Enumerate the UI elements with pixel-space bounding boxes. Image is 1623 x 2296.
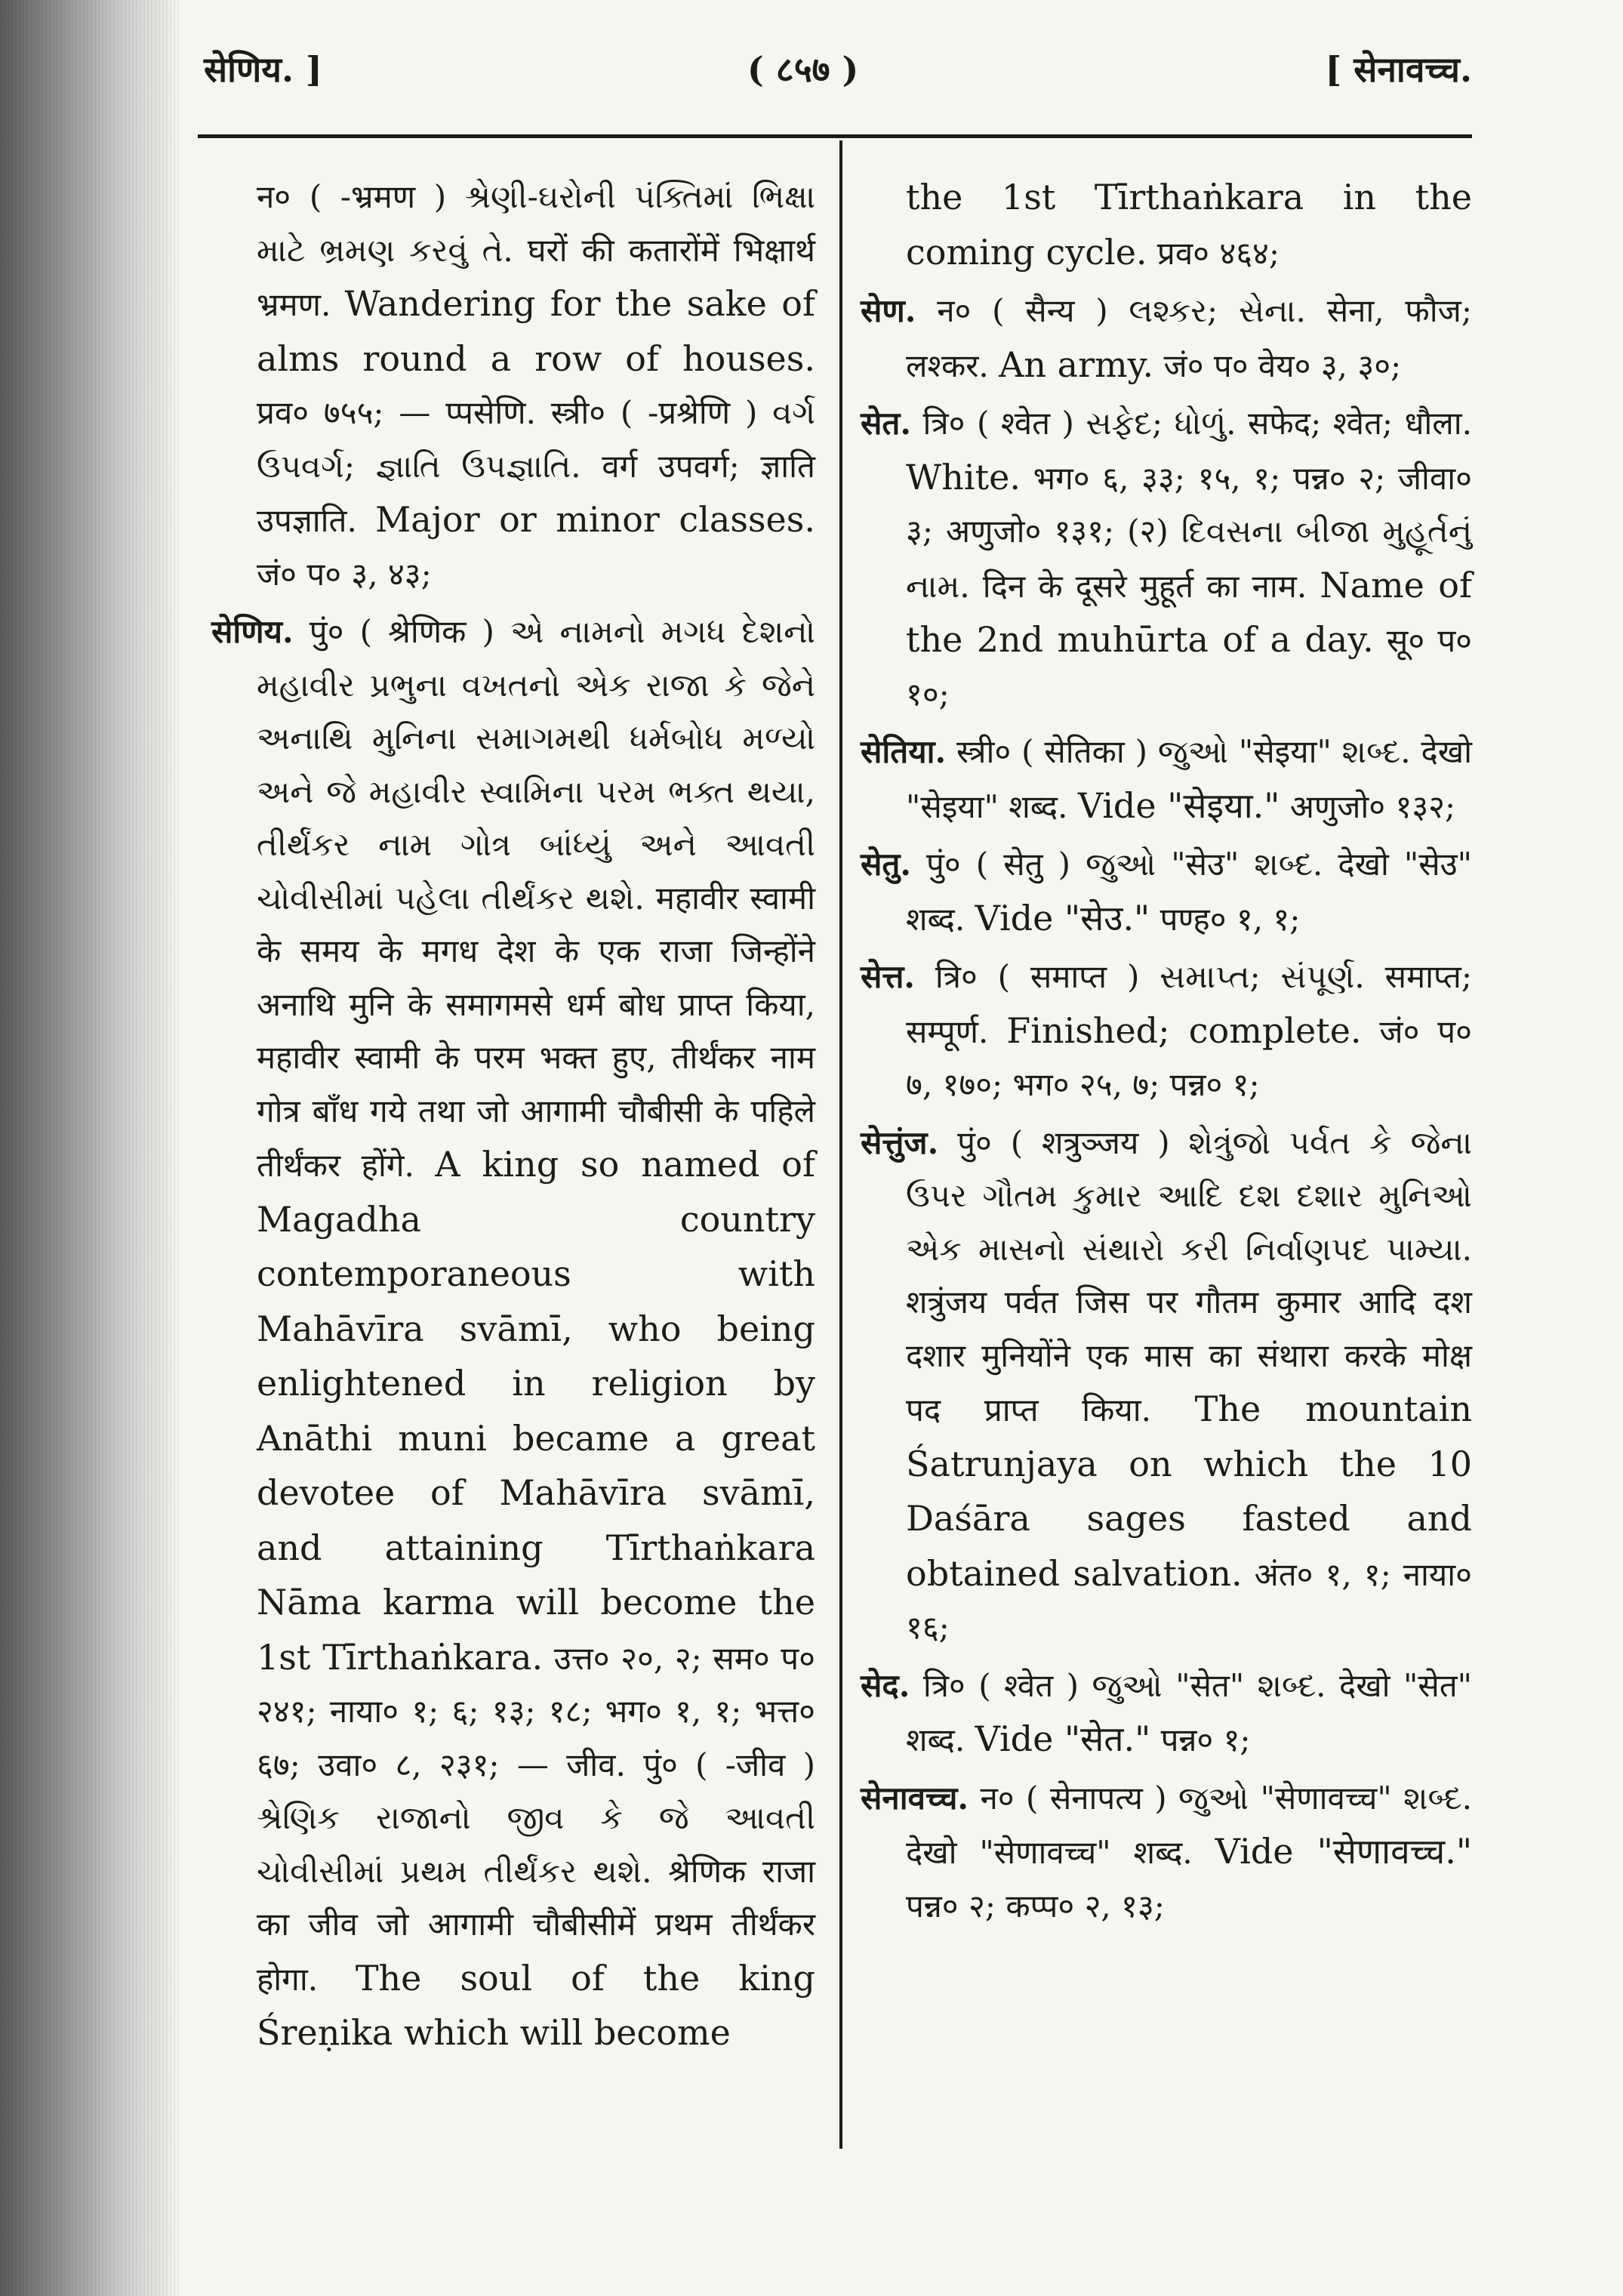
- entry-english: Wandering for the sake of alms round a row of houses.: [257, 283, 816, 379]
- entry-definition: स्त्री० ( सेतिका ) જુઓ "सेइया" શબ્દ. देखो "सेइया" शब्द.: [906, 733, 1472, 825]
- entry-references: पन्न० २; कप्प० २, १३;: [906, 1887, 1165, 1925]
- entry-references: उत्त० २०, २; सम० प० २४१; नाया० १; ६; १३; १८; भग० १, १; भत्त० ६७; उवा० ८, २३१; — जीव. पुं० ( -जीव ) શ્રેણિક રાજાનો જીવ કે જે આવતી ચોવીસીમાં પ્રથમ તીર્થંકર થશે. श्रेणिक राजा का जीव जो आगामी चौबीसीमें प्रथम तीर्थंकर होगा.: [257, 1639, 815, 1998]
- entry-english: Vide "सेणावच्च.": [1215, 1831, 1472, 1872]
- entry-headword: सेणिय.: [211, 613, 294, 650]
- entry-headword: सेण.: [861, 292, 916, 329]
- entry-english: Vide "सेइया.": [1077, 784, 1280, 826]
- entry-english: A king so named of Magadha country contemporaneous with Mahāvīra svāmī, who being enlightened in religion by Anāthi muni became a great devotee of Mahāvīra svāmī, and attaining Tīrthaṅkara Nāma karma will become the 1st Tīrthaṅkara.: [257, 1144, 816, 1678]
- entry-references: पन्न० १;: [1160, 1721, 1251, 1758]
- entry-english: The mountain Śatrunjaya on which the 10 Daśāra sages fasted and obtained salvation.: [906, 1388, 1472, 1594]
- entry-english-secondary: Name of the 2nd muhūrta of a day.: [906, 564, 1473, 660]
- entry-english: Vide "सेउ.": [975, 897, 1150, 938]
- entry-definition: पुं० ( शत्रुञ्जय ) શેત્રુંજો પર્વત કે જેના ઉપર ગૌતમ કુમાર આદિ દશ દશાર મુનિઓ એક માસનો સંથારો કરી નિર્વાણપદ પામ્યા. शत्रुंजय पर्वत जिस पर गौतम कुमार आदि दश दशार मुनियोंने एक मास का संथारा करके मोक्ष पद प्राप्त किया.: [906, 1123, 1472, 1428]
- page-header: [204, 45, 1472, 106]
- entry-headword: सेद.: [861, 1666, 910, 1704]
- entry-references: जं० प० ७, १७०; भग० २५, ७; पन्न० १;: [906, 1012, 1472, 1103]
- entry-definition: पुं० ( श्रेणिक ) એ નામનો મગધ દેશનો મહાવીર પ્રભુના વખતનો એક રાજા કે જેને અનાથિ મુનિના સમાગમથી ધર્મબોધ મળ્યો અને જે મહાવીર સ્વામિના પરમ ભક્ત થયા, તીર્થંકર નામ ગોત્ર બાંધ્યું અને આવતી ચોવીસીમાં પહેલા તીર્થંકર થશે. महावीर स्वामी के समय के मगध देश के एक राजा जिन्होंने अनाथि मुनि के समागमसे धर्म बोध प्राप्त किया, महावीर स्वामी के परम भक्त हुए, तीर्थंकर नाम गोत्र बाँध गये तथा जो आगामी चौबीसी के पहिले तीर्थंकर होंगे.: [257, 613, 815, 1184]
- dictionary-entry: [861, 726, 1472, 834]
- entry-headword: सेनावच्च.: [861, 1779, 969, 1817]
- entry-references-secondary: जं० प० ३, ४३;: [257, 555, 432, 593]
- dictionary-entry: [861, 1660, 1472, 1767]
- entry-references: भग० ६, ३३; १५, १; पन्न० २; जीवा० ३; अणुजो० १३१; (२) દિવસના બીજા મુહૂર્તનું નામ. दिन के दूसरे मुहूर्त का नाम.: [906, 459, 1472, 605]
- entry-headword: सेत्तुंज.: [861, 1123, 939, 1161]
- entry-references: पण्ह० १, १;: [1160, 900, 1301, 938]
- entry-references: प्रव० ४६४;: [1156, 234, 1280, 272]
- dictionary-entry: [861, 1117, 1472, 1655]
- entry-references: प्रव० ७५५; — प्पसेणि. स्त्री० ( -प्रश्रेणि ) વર્ગ ઉપવર્ગ; જ્ઞાતિ ઉપજ્ઞાતિ. वर्ग उपवर्ग; ज्ञाति उपज्ञाति.: [257, 394, 815, 539]
- header-rule: [198, 134, 1472, 138]
- entry-headword: सेत.: [861, 405, 911, 442]
- dictionary-entry: [861, 951, 1472, 1112]
- header-left-guide-word: सेणिय. ]: [204, 49, 322, 90]
- entry-references: अणुजो० १३२;: [1289, 787, 1456, 825]
- entry-english: the 1st Tīrthaṅkara in the coming cycle.: [906, 177, 1472, 273]
- entry-headword: सेतिया.: [861, 733, 947, 770]
- entry-english: An army.: [999, 344, 1154, 385]
- dictionary-entry-continued: [211, 171, 815, 601]
- entry-english: White.: [906, 456, 1021, 498]
- entry-references: जं० प० वेय० ३, ३०;: [1163, 347, 1402, 384]
- entry-definition: न० ( -भ्रमण ) શ્રેણી-ઘરોની પંક્તિમાં ભિક્ષા માટે ભ્રમણ કરવું તે. घरों की कतारोंमें भिक्षार्थ भ्रमण.: [257, 178, 815, 323]
- entry-definition: त्रि० ( समाप्त ) સમાપ્ત; સંપૂર્ણ. समाप्त; सम्पूर्ण.: [906, 958, 1472, 1050]
- column-divider: [839, 140, 842, 2149]
- entry-english: Vide "सेत.": [975, 1718, 1151, 1759]
- book-binding-shadow: [0, 0, 181, 2296]
- dictionary-entry: [211, 606, 815, 2061]
- entry-english: Finished; complete.: [1006, 1009, 1362, 1051]
- right-column: [861, 171, 1472, 1937]
- dictionary-entry-continued: [861, 171, 1472, 280]
- entry-definition: पुं० ( सेतु ) જુઓ "सेउ" શબ્દ. देखो "सेउ" शब्द.: [906, 846, 1472, 938]
- page-number: ( ८५७ ): [747, 49, 859, 90]
- header-right-guide-word: [ सेनावच्च.: [1325, 49, 1472, 90]
- dictionary-entry: [861, 285, 1472, 393]
- entry-english-secondary: The soul of the king Śreṇika which will become: [257, 1957, 815, 2053]
- entry-english-secondary: Major or minor classes.: [375, 499, 815, 540]
- entry-headword: सेतु.: [861, 846, 911, 883]
- entry-definition: त्रि० ( श्वेत ) જુઓ "सेत" શબ્દ. देखो "सेत" शब्द.: [906, 1666, 1472, 1758]
- entry-definition: न० ( सैन्य ) લશ્કર; સેના. सेना, फौज; लश्कर.: [906, 292, 1472, 384]
- entry-references-secondary: सू० प० १०;: [906, 622, 1473, 713]
- entry-references: अंत० १, १; नाया० १६;: [906, 1555, 1472, 1646]
- dictionary-entry: [861, 397, 1472, 721]
- entry-headword: सेत्त.: [861, 958, 916, 995]
- entry-definition: न० ( सेनापत्य ) જુઓ "सेणावच्च" શબ્દ. देखो "सेणावच्च" शब्द.: [906, 1779, 1473, 1871]
- dictionary-entry: [861, 1772, 1472, 1934]
- left-column: [211, 171, 815, 2066]
- entry-definition: त्रि० ( श्वेत ) સફેદ; ધોળું. सफेद; श्वेत; धौला.: [922, 405, 1473, 442]
- dictionary-entry: [861, 838, 1472, 946]
